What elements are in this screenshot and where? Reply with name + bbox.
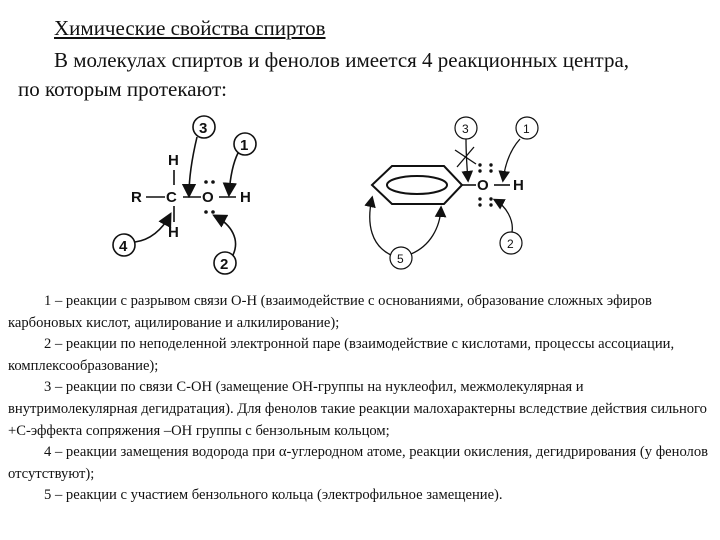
arrow-3-phenol bbox=[466, 139, 468, 180]
svg-text:3: 3 bbox=[462, 122, 469, 136]
marker-1-phenol bbox=[516, 117, 538, 139]
alcohol-atom-o: O bbox=[202, 189, 214, 206]
arrow-2-alcohol bbox=[215, 216, 236, 255]
svg-text:1: 1 bbox=[523, 122, 530, 136]
alcohol-atom-r: R bbox=[131, 189, 142, 206]
intro-line-2: по которым протекают: bbox=[18, 77, 227, 101]
alcohol-molecule bbox=[113, 116, 256, 274]
marker-2-phenol bbox=[500, 232, 522, 254]
svg-text:2: 2 bbox=[220, 256, 229, 273]
marker-3-phenol bbox=[455, 117, 477, 139]
marker-4-alcohol bbox=[113, 234, 135, 256]
note-1: 1 – реакции с разрывом связи О-Н (взаимодействие с основаниями, образование сложных эфиров карбоновых кислот, ацилирование и алкилирование); bbox=[8, 293, 652, 331]
marker-5-phenol bbox=[390, 247, 412, 269]
arrow-1-phenol bbox=[503, 139, 520, 180]
intro-line-1: В молекулах спиртов и фенолов имеется 4 реакционных центра, bbox=[54, 48, 630, 72]
svg-text:5: 5 bbox=[397, 252, 404, 266]
marker-2-alcohol bbox=[214, 252, 236, 274]
arrow-5-left bbox=[370, 198, 391, 255]
blocked-cross bbox=[455, 147, 476, 167]
arrow-5-right bbox=[411, 208, 441, 254]
reaction-notes bbox=[8, 291, 714, 507]
alcohol-atom-c: C bbox=[166, 189, 177, 206]
svg-text:1: 1 bbox=[240, 137, 249, 154]
benzene-ring bbox=[372, 166, 462, 204]
alcohol-atom-h-bottom: H bbox=[168, 224, 179, 241]
arrow-1-alcohol bbox=[229, 153, 238, 194]
note-5: 5 – реакции с участием бензольного кольца (электрофильное замещение). bbox=[44, 487, 503, 504]
arrow-4-alcohol bbox=[135, 215, 170, 242]
note-3: 3 – реакции по связи С-ОН (замещение ОН-группы на нуклеофил, межмолекулярная и внутримолекулярная дегидратация). Для фенолов такие реакции малохарактерны вследствие действия сильного +С-эффекта сопряжения –ОН группы с бензольным кольцом; bbox=[8, 379, 707, 439]
svg-text:4: 4 bbox=[119, 238, 128, 255]
phenol-molecule bbox=[370, 117, 538, 269]
note-4: 4 – реакции замещения водорода при α-углеродном атоме, реакции окисления, дегидрирования (у фенолов отсутствуют); bbox=[8, 444, 709, 482]
marker-3-alcohol bbox=[193, 116, 215, 138]
svg-text:2: 2 bbox=[507, 237, 514, 251]
arrow-3-alcohol bbox=[189, 137, 197, 195]
slide-title: Химические свойства спиртов bbox=[54, 16, 326, 40]
svg-text:3: 3 bbox=[199, 120, 208, 137]
marker-1-alcohol bbox=[234, 133, 256, 155]
note-2: 2 – реакции по неподеленной электронной паре (взаимодействие с кислотами, процессы ассоциации, комплексообразование); bbox=[8, 336, 675, 374]
phenol-atom-o: O bbox=[477, 177, 489, 194]
phenol-atom-h: H bbox=[513, 177, 524, 194]
arrow-2-phenol bbox=[495, 200, 512, 232]
alcohol-atom-h-top: H bbox=[168, 152, 179, 169]
alcohol-atom-h-right: H bbox=[240, 189, 251, 206]
